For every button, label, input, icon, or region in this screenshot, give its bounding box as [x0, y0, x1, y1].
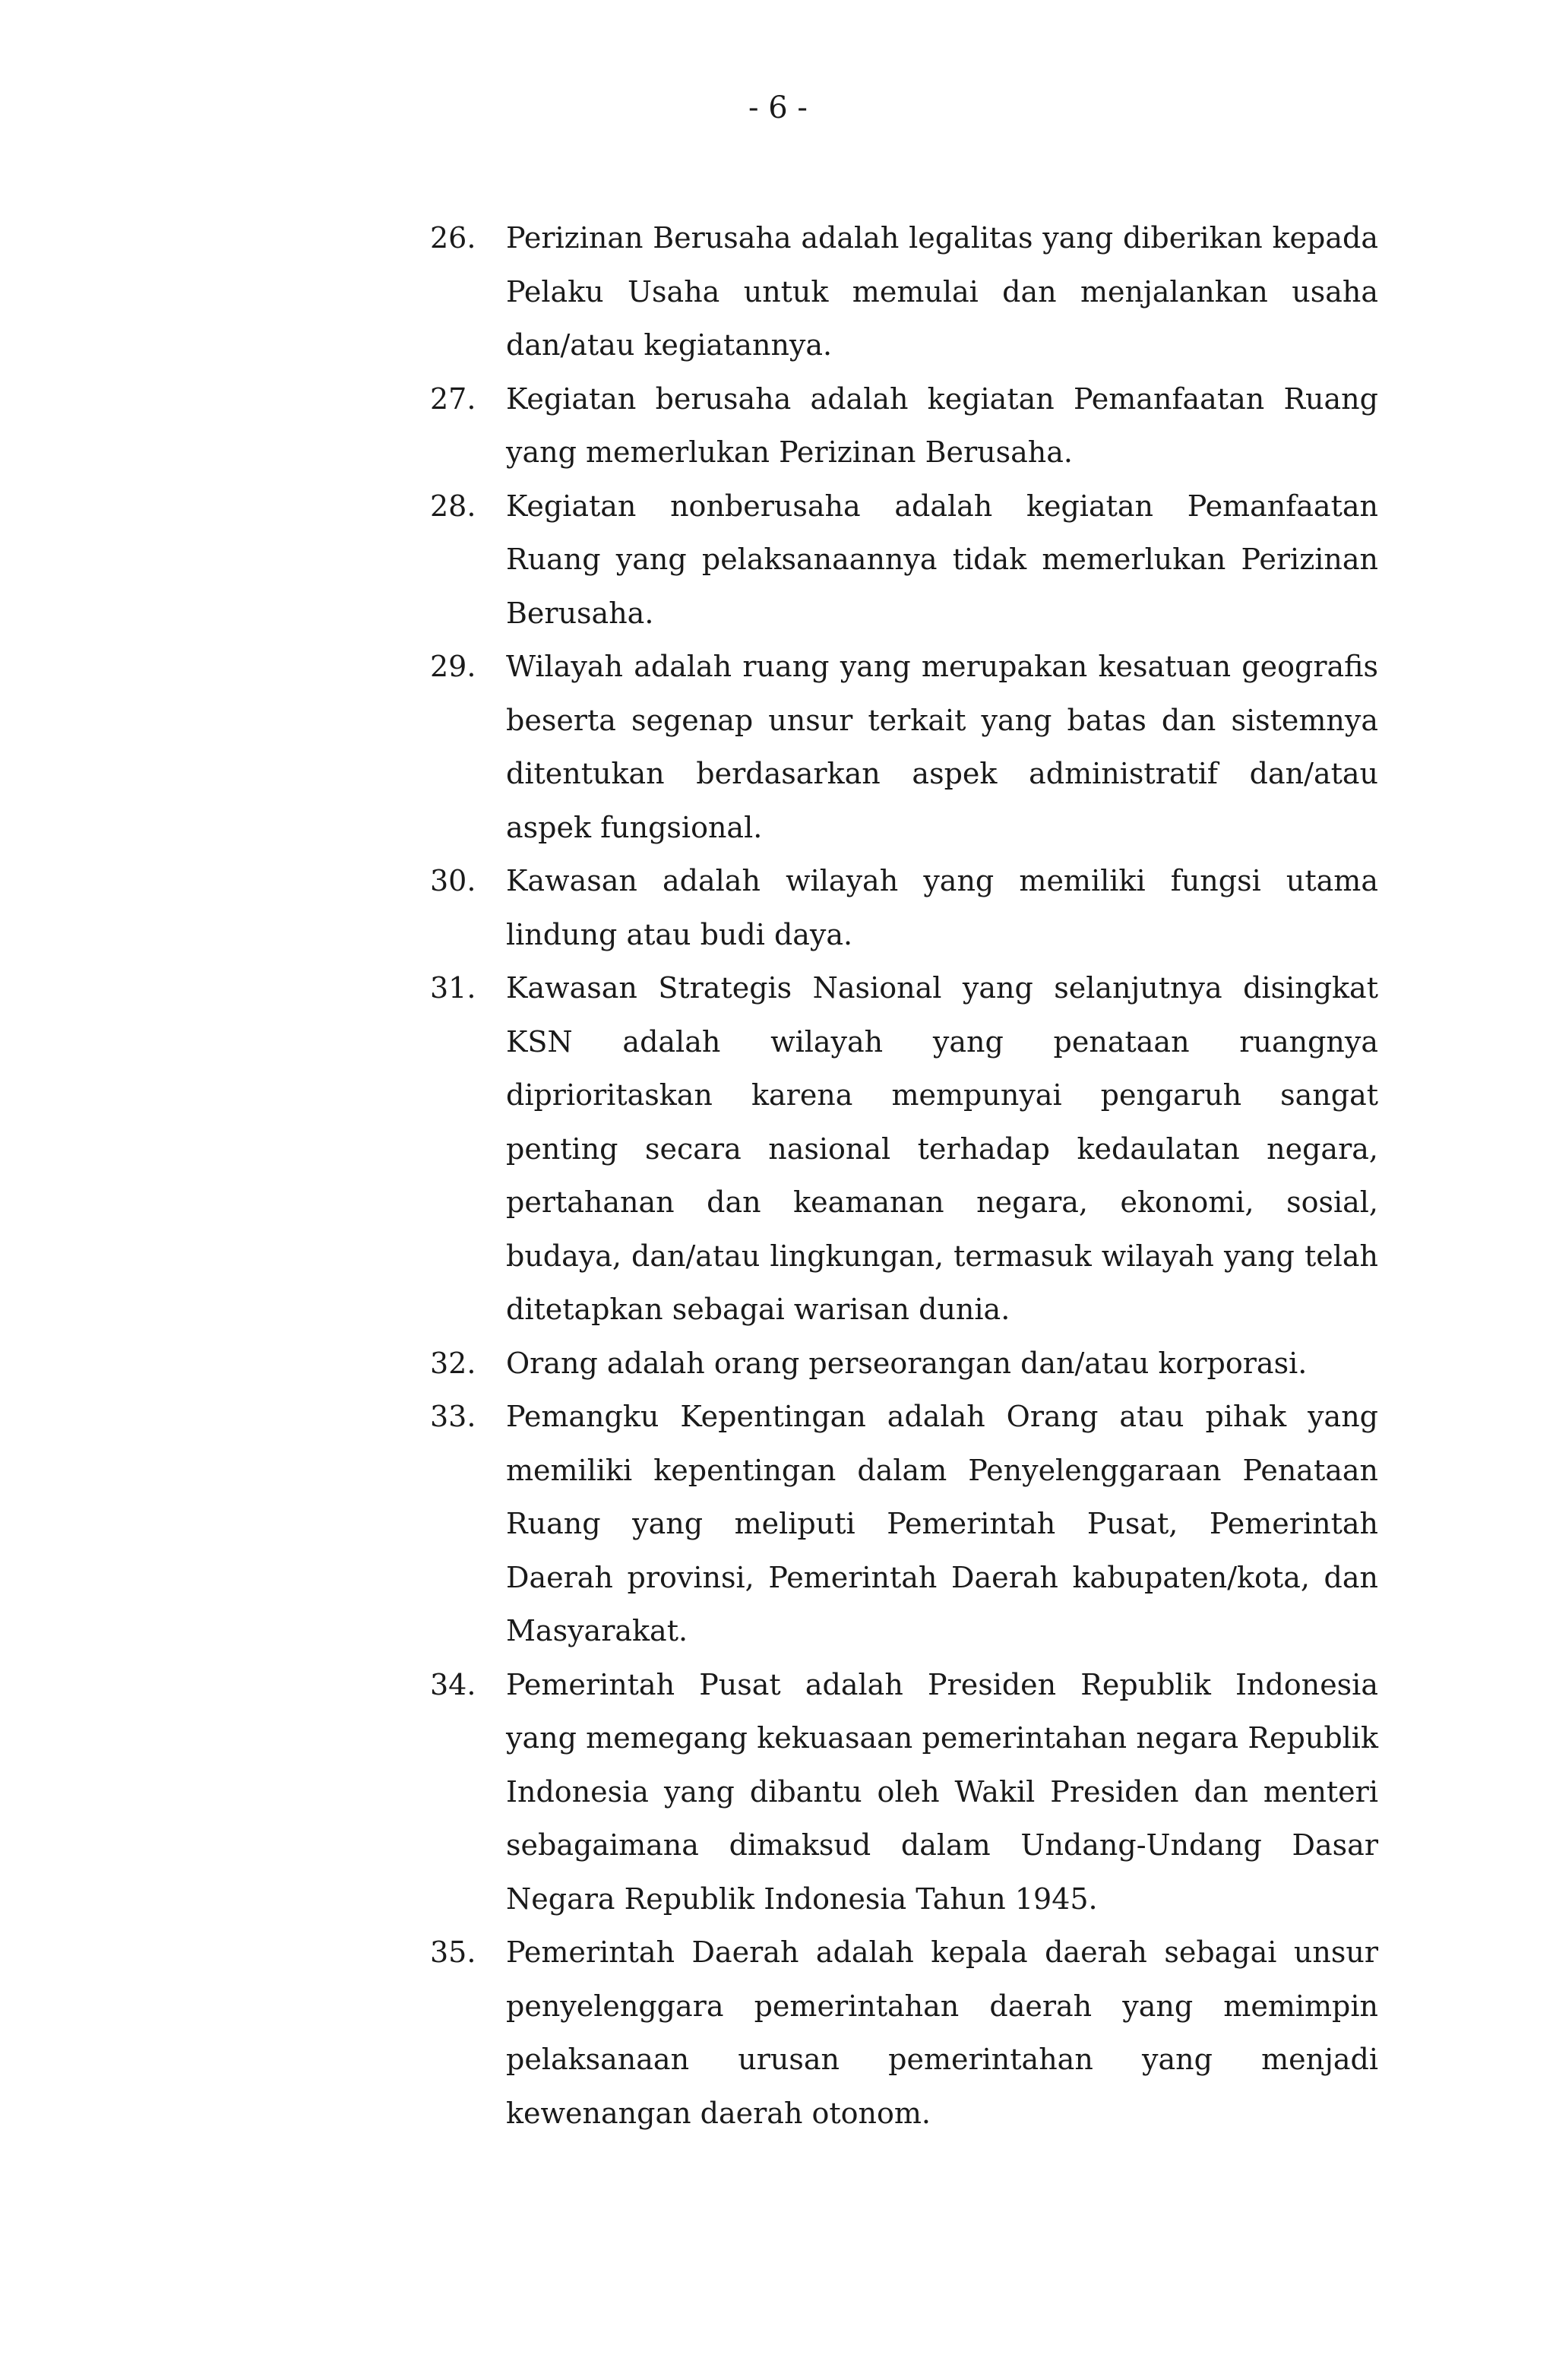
- item-text: Kawasan Strategis Nasional yang selanjutnya disingkat KSN adalah wilayah yang penataan ruangnya diprioritaskan karena mempunyai pengaruh sangat penting secara nasional terhadap kedaulatan negara, pertahanan dan keamanan negara, ekonomi, sosial, budaya, dan/atau lingkungan, termasuk wilayah yang telah ditetapkan sebagai warisan dunia.: [506, 971, 1378, 1326]
- list-item: [430, 640, 1378, 854]
- list-item: [430, 211, 1378, 372]
- item-number: 32.: [430, 1346, 476, 1380]
- item-number: 28.: [430, 489, 476, 523]
- definition-list: [430, 211, 1378, 2140]
- item-text: Kegiatan nonberusaha adalah kegiatan Pemanfaatan Ruang yang pelaksanaannya tidak memerlukan Perizinan Berusaha.: [506, 489, 1378, 630]
- list-item: [430, 1926, 1378, 2140]
- page-number: - 6 -: [748, 90, 808, 125]
- list-item: [430, 372, 1378, 479]
- list-item: [430, 854, 1378, 961]
- item-text: Kawasan adalah wilayah yang memiliki fungsi utama lindung atau budi daya.: [506, 864, 1378, 951]
- item-number: 35.: [430, 1935, 476, 1969]
- list-item: [430, 1658, 1378, 1926]
- item-number: 26.: [430, 221, 476, 255]
- list-item: [430, 1390, 1378, 1658]
- item-number: 33.: [430, 1400, 476, 1433]
- item-number: 31.: [430, 971, 476, 1005]
- item-text: Wilayah adalah ruang yang merupakan kesatuan geografis beserta segenap unsur terkait yang batas dan sistemnya ditentukan berdasarkan aspek administratif dan/atau aspek fungsional.: [506, 650, 1378, 844]
- item-text: Pemangku Kepentingan adalah Orang atau pihak yang memiliki kepentingan dalam Penyelenggaraan Penataan Ruang yang meliputi Pemerintah Pusat, Pemerintah Daerah provinsi, Pemerintah Daerah kabupaten/kota, dan Masyarakat.: [506, 1400, 1378, 1647]
- item-text: Pemerintah Daerah adalah kepala daerah sebagai unsur penyelenggara pemerintahan daerah yang memimpin pelaksanaan urusan pemerintahan yang menjadi kewenangan daerah otonom.: [506, 1935, 1378, 2130]
- item-text: Perizinan Berusaha adalah legalitas yang diberikan kepada Pelaku Usaha untuk memulai dan menjalankan usaha dan/atau kegiatannya.: [506, 221, 1378, 362]
- item-number: 34.: [430, 1667, 476, 1701]
- item-number: 27.: [430, 381, 476, 416]
- item-number: 30.: [430, 864, 476, 897]
- item-text: Kegiatan berusaha adalah kegiatan Pemanfaatan Ruang yang memerlukan Perizinan Berusaha.: [506, 381, 1378, 469]
- item-number: 29.: [430, 650, 476, 683]
- list-item: [430, 961, 1378, 1337]
- list-item: [430, 479, 1378, 641]
- item-text: Pemerintah Pusat adalah Presiden Republik Indonesia yang memegang kekuasaan pemerintahan negara Republik Indonesia yang dibantu oleh Wakil Presiden dan menteri sebagaimana dimaksud dalam Undang-Undang Dasar Negara Republik Indonesia Tahun 1945.: [506, 1667, 1378, 1916]
- list-item: [430, 1337, 1378, 1391]
- item-text: Orang adalah orang perseorangan dan/atau korporasi.: [506, 1346, 1308, 1380]
